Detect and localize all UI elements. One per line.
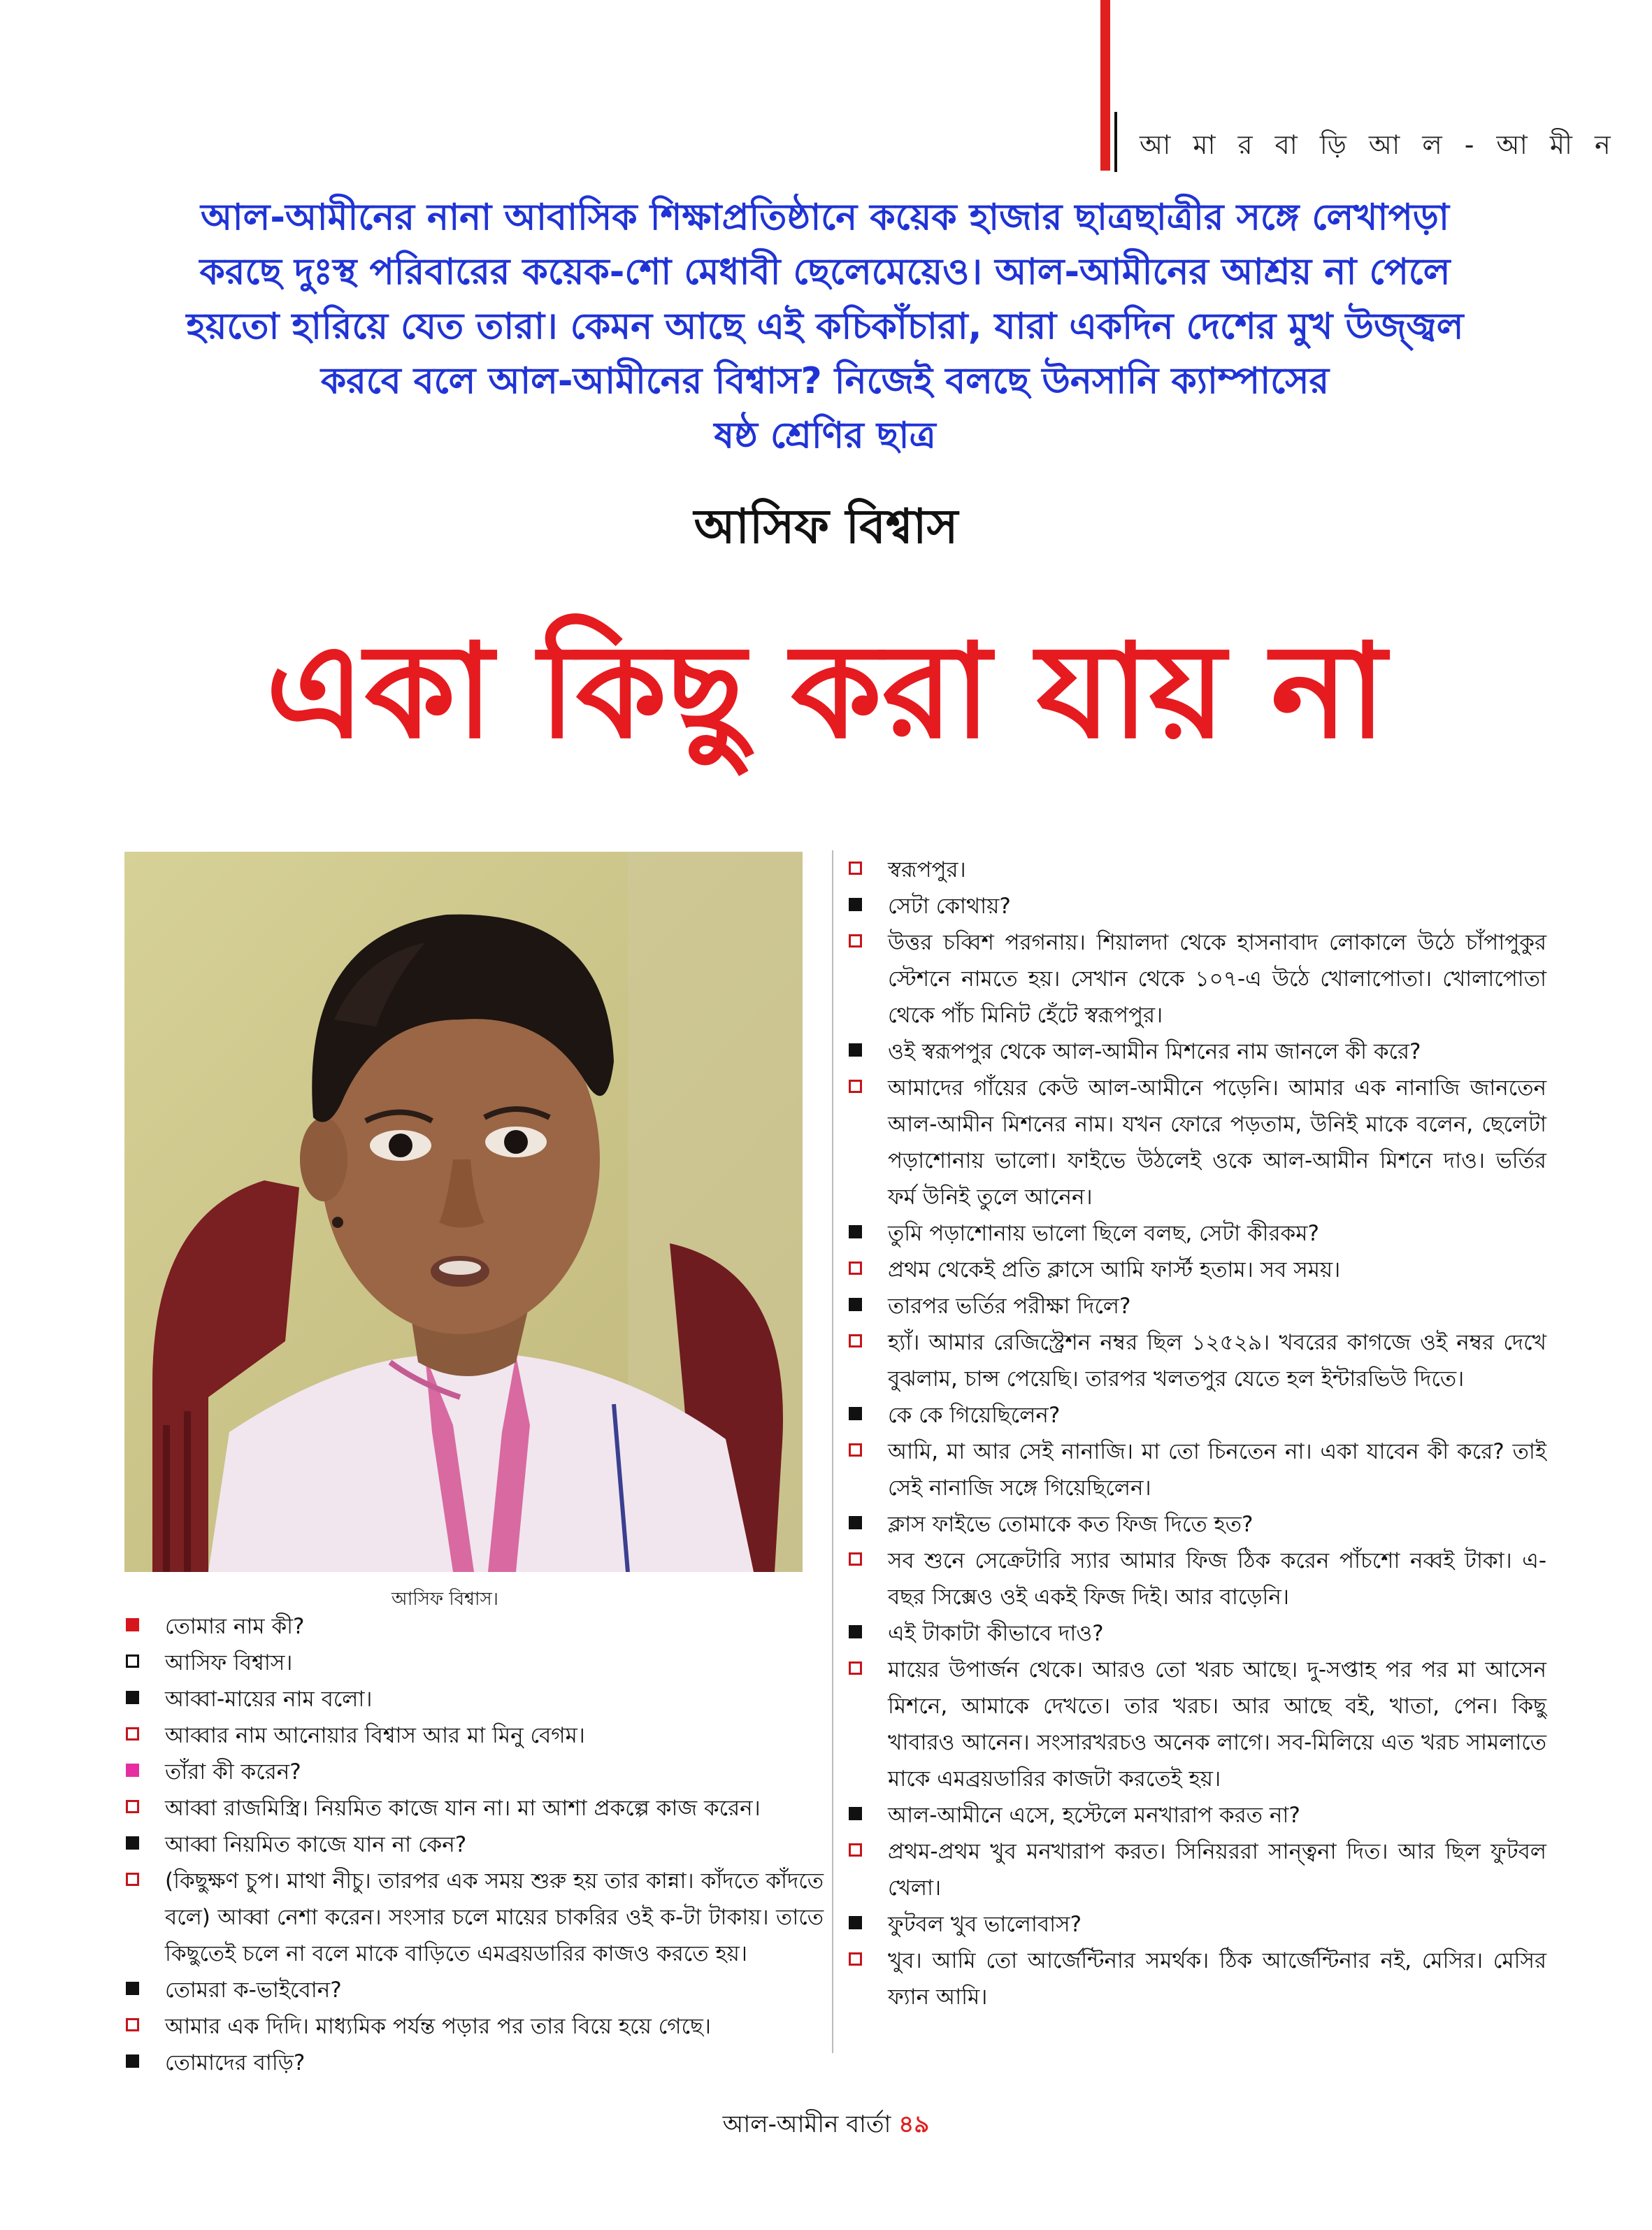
bullet-square-icon [849, 1443, 862, 1457]
interview-text: স্বরূপপুর। [888, 857, 966, 882]
intro-paragraph [112, 190, 1538, 463]
interview-answer [124, 1717, 824, 1754]
bullet-square-icon [849, 862, 862, 875]
interview-text: তারপর ভর্তির পরীক্ষা দিলে? [888, 1294, 1131, 1319]
bullet-square-icon [849, 1080, 862, 1093]
intro-line: হয়তো হারিয়ে যেত তারা। কেমন আছে এই কচিকাঁচারা, যারা একদিন দেশের মুখ উজ্জ্বল [186, 306, 1464, 348]
interview-text: আমার এক দিদি। মাধ্যমিক পর্যন্ত পড়ার পর তার বিয়ে হয়ে গেছে। [165, 2014, 711, 2039]
bullet-square-icon [126, 1873, 139, 1886]
interview-text: আসিফ বিশ্বাস। [165, 1650, 293, 1675]
interview-right-column [847, 852, 1546, 2015]
intro-line: করবে বলে আল-আমীনের বিশ্বাস? নিজেই বলছে উনসানি ক্যাম্পাসের [320, 360, 1330, 402]
interview-answer [847, 1434, 1546, 1506]
bullet-square-icon [849, 1552, 862, 1566]
interview-text: প্রথম থেকেই প্রতি ক্লাসে আমি ফার্স্ট হতাম। সব সময়। [888, 1257, 1341, 1282]
interview-answer [847, 1943, 1546, 2015]
interview-text: প্রথম-প্রথম খুব মনখারাপ করত। সিনিয়ররা সান্ত্বনা দিত। আর ছিল ফুটবল খেলা। [888, 1839, 1546, 1901]
interview-question [124, 1754, 824, 1790]
interview-text: মায়ের উপার্জন থেকে। আরও তো খরচ আছে। দু-সপ্তাহ পর পর মা আসেন মিশনে, আমাকে দেখতে। তার খরচ। আর আছে বই, খাতা, পেন। কিছু খাবারও আনেন। সংসারখরচও অনেক লাগে। সব-মিলিয়ে এত খরচ সামলাতে মাকে এমব্রয়ডারির কাজটা করতেই হয়। [888, 1657, 1546, 1792]
interview-answer [847, 1252, 1546, 1288]
interview-text: সব শুনে সেক্রেটারি স্যার আমার ফিজ ঠিক করেন পাঁচশো নব্বই টাকা। এ-বছর সিক্সেও ওই একই ফিজ দিই। আর বাড়েনি। [888, 1548, 1546, 1610]
interview-answer [847, 1543, 1546, 1615]
interview-text: তোমাদের বাড়ি? [165, 2050, 306, 2075]
interview-answer [124, 1790, 824, 1827]
header-black-rule [1114, 112, 1117, 172]
interview-text: তোমার নাম কী? [165, 1614, 305, 1639]
interview-text: ওই স্বরূপপুর থেকে আল-আমীন মিশনের নাম জানলে কী করে? [888, 1039, 1421, 1064]
interview-answer [847, 1652, 1546, 1797]
bullet-square-icon [849, 898, 862, 911]
interview-question [847, 1397, 1546, 1434]
interview-question [124, 2045, 824, 2081]
interview-question [847, 888, 1546, 924]
intro-line: ষষ্ঠ শ্রেণির ছাত্র [714, 415, 936, 457]
interview-question [124, 1827, 824, 1863]
bullet-square-icon [849, 1407, 862, 1420]
intro-line: আল-আমীনের নানা আবাসিক শিক্ষাপ্রতিষ্ঠানে কয়েক হাজার ছাত্রছাত্রীর সঙ্গে লেখাপড়া [201, 196, 1449, 238]
bullet-square-icon [849, 1843, 862, 1857]
headline: একা কিছু করা যায় না [266, 614, 1386, 767]
interview-answer [847, 924, 1546, 1034]
interview-answer [124, 1863, 824, 1972]
bullet-square-icon [126, 2054, 139, 2068]
interview-text: খুব। আমি তো আর্জেন্টিনার সমর্থক। ঠিক আর্জেন্টিনার নই, মেসির। মেসির ফ্যান আমি। [888, 1948, 1546, 2010]
bullet-square-icon [849, 1298, 862, 1311]
interview-question [847, 1034, 1546, 1070]
interview-text: কে কে গিয়েছিলেন? [888, 1403, 1061, 1428]
interview-text: আমি, মা আর সেই নানাজি। মা তো চিনতেন না। একা যাবেন কী করে? তাই সেই নানাজি সঙ্গে গিয়েছিলেন। [888, 1439, 1546, 1501]
bullet-square-icon [849, 1334, 862, 1348]
interview-text: তাঁরা কী করেন? [165, 1759, 301, 1785]
magazine-name: আল-আমীন বার্তা [722, 2110, 891, 2138]
interview-question [847, 1506, 1546, 1543]
interview-text: তোমরা ক-ভাইবোন? [165, 1978, 342, 2003]
interview-text: তুমি পড়াশোনায় ভালো ছিলে বলছ, সেটা কীরকম? [888, 1221, 1319, 1246]
interview-text: ক্লাস ফাইভে তোমাকে কত ফিজ দিতে হত? [888, 1512, 1254, 1537]
bullet-square-icon [849, 1661, 862, 1675]
bullet-square-icon [849, 1516, 862, 1529]
interview-answer [124, 1645, 824, 1681]
bullet-square-icon [849, 1043, 862, 1057]
bullet-square-icon [849, 1952, 862, 1966]
bullet-square-icon [849, 1916, 862, 1929]
interview-text: এই টাকাটা কীভাবে দাও? [888, 1621, 1104, 1646]
interview-answer [847, 1070, 1546, 1215]
author-name: আসিফ বিশ্বাস [694, 499, 958, 555]
intro-line: করছে দুঃস্থ পরিবারের কয়েক-শো মেধাবী ছেলেমেয়েও। আল-আমীনের আশ্রয় না পেলে [199, 251, 1451, 293]
interview-text: আব্বা-মায়ের নাম বলো। [165, 1687, 373, 1712]
bullet-square-icon [849, 1807, 862, 1820]
interview-question [847, 1215, 1546, 1252]
interview-text: ফুটবল খুব ভালোবাস? [888, 1912, 1082, 1937]
interview-question [847, 1615, 1546, 1652]
interview-left-column [124, 1608, 824, 2081]
bullet-square-icon [849, 934, 862, 948]
bullet-square-icon [126, 1800, 139, 1813]
bullet-square-icon [849, 1625, 862, 1638]
bullet-square-icon [126, 1654, 139, 1668]
portrait-photo [124, 852, 803, 1572]
interview-question [124, 1972, 824, 2008]
interview-text: আব্বা রাজমিস্ত্রি। নিয়মিত কাজে যান না। মা আশা প্রকল্পে কাজ করেন। [165, 1796, 761, 1821]
page-number: ৪৯ [898, 2110, 930, 2138]
photo-caption: আসিফ বিশ্বাস। [392, 1589, 498, 1610]
bullet-square-icon [126, 1764, 139, 1777]
page-footer [0, 2106, 1652, 2146]
interview-text: হ্যাঁ। আমার রেজিস্ট্রেশন নম্বর ছিল ১২৫২৯। খবরের কাগজে ওই নম্বর দেখে বুঝলাম, চান্স পেয়েছি। তারপর খলতপুর যেতে হল ইন্টারভিউ দিতে। [888, 1330, 1546, 1392]
interview-text: (কিছুক্ষণ চুপ। মাথা নীচু। তারপর এক সময় শুরু হয় তার কান্না। কাঁদতে কাঁদতে বলে) আব্বা নেশা করেন। সংসার চলে মায়ের চাকরির ওই ক-টা টাকায়। তাতে কিছুতেই চলে না বলে মাকে বাড়িতে এমব্রয়ডারির কাজও করতে হয়। [165, 1868, 824, 1966]
interview-question [847, 1288, 1546, 1324]
interview-question [847, 1906, 1546, 1943]
interview-text: সেটা কোথায়? [888, 894, 1011, 919]
interview-text: আল-আমীনে এসে, হস্টেলে মনখারাপ করত না? [888, 1803, 1300, 1828]
bullet-square-icon [126, 1691, 139, 1704]
bullet-square-icon [126, 1982, 139, 1995]
bullet-square-icon [849, 1225, 862, 1238]
header-red-bar [1100, 0, 1110, 171]
column-divider [832, 850, 833, 2053]
interview-answer [847, 1324, 1546, 1397]
bullet-square-icon [126, 1618, 139, 1631]
interview-answer [847, 1834, 1546, 1906]
interview-answer [124, 2008, 824, 2045]
portrait-illustration [124, 852, 803, 1572]
interview-question [124, 1608, 824, 1645]
interview-text: উত্তর চব্বিশ পরগনায়। শিয়ালদা থেকে হাসনাবাদ লোকালে উঠে চাঁপাপুকুর স্টেশনে নামতে হয়। সেখান থেকে ১০৭-এ উঠে খোলাপোতা। খোলাপোতা থেকে পাঁচ মিনিট হেঁটে স্বরূপপুর। [888, 930, 1546, 1028]
interview-text: আব্বা নিয়মিত কাজে যান না কেন? [165, 1832, 467, 1857]
section-tag: আ মা র বা ড়ি আ ল - আ মী ন [1140, 129, 1618, 160]
interview-text: আব্বার নাম আনোয়ার বিশ্বাস আর মা মিনু বেগম। [165, 1723, 585, 1748]
interview-question [847, 1797, 1546, 1834]
interview-question [124, 1681, 824, 1717]
bullet-square-icon [126, 1727, 139, 1741]
bullet-square-icon [126, 2018, 139, 2031]
interview-answer [847, 852, 1546, 888]
bullet-square-icon [126, 1836, 139, 1850]
bullet-square-icon [849, 1261, 862, 1275]
interview-text: আমাদের গাঁয়ের কেউ আল-আমীনে পড়েনি। আমার এক নানাজি জানতেন আল-আমীন মিশনের নাম। যখন ফোরে পড়তাম, উনিই মাকে বলেন, ছেলেটা পড়াশোনায় ভালো। ফাইভে উঠলেই ওকে আল-আমীন মিশনে দাও। ভর্তির ফর্ম উনিই তুলে আনেন। [888, 1075, 1546, 1210]
